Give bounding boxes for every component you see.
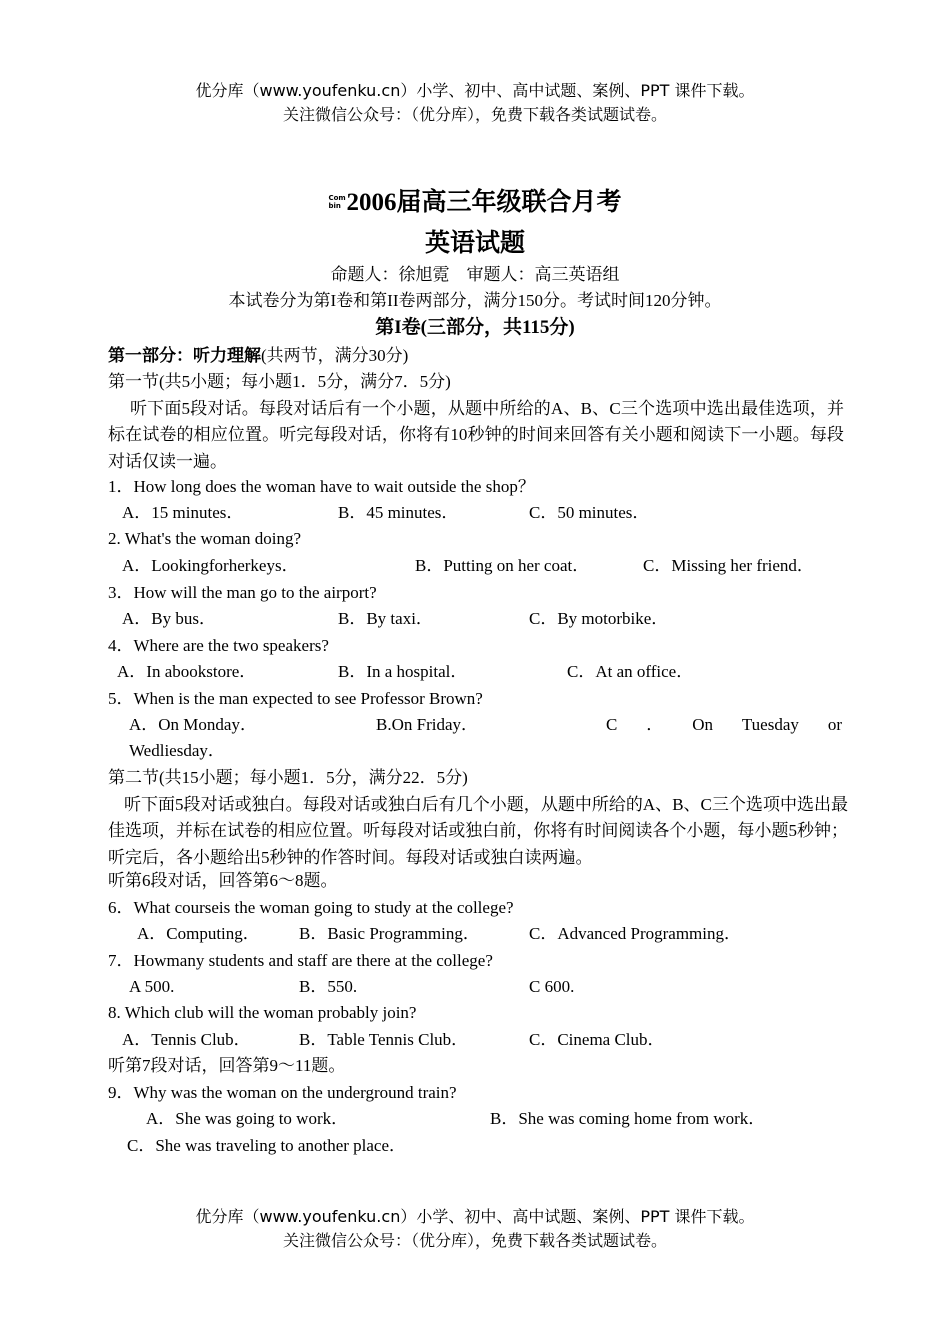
question-5-option-c-word: C xyxy=(606,715,618,734)
question-5-option-c-word: or xyxy=(827,715,842,734)
part1-heading-bold: 第一部分：听力理解 xyxy=(108,346,261,365)
question-5-option-c-word: On xyxy=(692,715,713,734)
question-5-option-c-word: ． xyxy=(646,715,664,734)
footer-banner-line2: 关注微信公众号：（优分库），免费下载各类试题试卷。 xyxy=(282,1231,667,1250)
question-6-option-b: B．Basic Programming． xyxy=(299,924,480,943)
question-7-option-b: B．550. xyxy=(299,977,358,996)
question-5-stem: 5．When is the man expected to see Professor Brown? xyxy=(108,689,483,708)
question-9-stem: 9．Why was the woman on the underground train? xyxy=(108,1083,457,1102)
question-9-option-a: A．She was going to work． xyxy=(146,1109,349,1128)
part1-heading-rest: (共两节，满分30分) xyxy=(261,346,409,365)
question-3-stem: 3．How will the man go to the airport? xyxy=(108,583,377,602)
question-7-stem: 7．Howmany students and staff are there at the college? xyxy=(108,951,493,970)
question-2-option-a: A．Lookingforherkeys． xyxy=(122,556,299,575)
question-7-option-c: C 600. xyxy=(529,977,575,996)
header-banner-line2: 关注微信公众号：（优分库），免费下载各类试题试卷。 xyxy=(282,105,667,124)
exam-subject: 英语试题 xyxy=(424,230,525,257)
question-5-option-b: B.On Friday． xyxy=(376,715,478,734)
question-1-option-c: C．50 minutes． xyxy=(529,503,650,522)
question-5-option-a: A．On Monday． xyxy=(129,715,257,734)
question-4-option-c: C．At an office． xyxy=(567,662,694,681)
question-9-option-b: B．She was coming home from work． xyxy=(490,1109,766,1128)
question-6-option-a: A．Computing． xyxy=(137,924,260,943)
part1-heading xyxy=(108,344,408,368)
section1-heading: 第一节(共5小题；每小题1．5分，满分7．5分) xyxy=(108,372,451,391)
question-7-option-a: A 500. xyxy=(129,977,175,996)
question-8-option-c: C．Cinema Club． xyxy=(529,1030,665,1049)
question-2-stem: 2. What's the woman doing? xyxy=(108,529,302,548)
footer-banner-line1: 优分库（www.youfenku.cn）小学、初中、高中试题、案例、PPT 课件下载。 xyxy=(195,1207,755,1226)
question-1-option-a: A．15 minutes． xyxy=(122,503,244,522)
question-4-option-a: A．In abookstore． xyxy=(117,662,257,681)
question-1-option-b: B．45 minutes． xyxy=(338,503,459,522)
title-main: 2006届高三年级联合月考 xyxy=(346,189,622,216)
question-6-stem: 6．What courseis the woman going to study at the college? xyxy=(108,898,514,917)
section2-heading: 第二节(共15小题；每小题1．5分，满分22．5分) xyxy=(108,768,468,787)
intro-line: 本试卷分为第I卷和第II卷两部分，满分150分。考试时间120分钟。 xyxy=(228,291,722,310)
authors-line: 命题人：徐旭霓 审题人：高三英语组 xyxy=(330,265,620,284)
question-4-option-b: B．In a hospital． xyxy=(338,662,468,681)
question-4-stem: 4．Where are the two speakers? xyxy=(108,636,329,655)
question-9-option-c: C．She was traveling to another place． xyxy=(127,1136,407,1155)
dialog7-intro: 听第7段对话，回答第9～11题。 xyxy=(108,1056,346,1075)
question-5-option-c-word: Tuesday xyxy=(741,715,799,734)
question-3-option-c: C．By motorbike． xyxy=(529,609,669,628)
question-3-option-a: A．By bus． xyxy=(122,609,216,628)
question-3-option-b: B．By taxi． xyxy=(338,609,433,628)
dialog6-intro: 听第6段对话，回答第6～8题。 xyxy=(108,871,338,890)
question-2-option-c: C．Missing her friend． xyxy=(643,556,814,575)
exam-title xyxy=(0,186,950,220)
question-8-option-a: A．Tennis Club． xyxy=(122,1030,251,1049)
title-small-mark: Combin xyxy=(328,194,346,210)
question-5-option-c xyxy=(606,713,842,737)
question-8-option-b: B．Table Tennis Club． xyxy=(299,1030,469,1049)
volume-heading: 第I卷(三部分，共115分) xyxy=(375,317,575,338)
section2-directions: 听下面5段对话或独白。每段对话或独白后有几个小题，从题中所给的A、B、C三个选项中选出最佳选项，并标在试卷的相应位置。听每段对话或独白前，你将有时间阅读各个小题，每小题5秒钟；听完后，各小题给出5秒钟的作答时间。每段对话或独白读两遍。 xyxy=(108,795,848,867)
section1-directions: 听下面5段对话。每段对话后有一个小题，从题中所给的A、B、C三个选项中选出最佳选项，并标在试卷的相应位置。听完每段对话，你将有10秒钟的时间来回答有关小题和阅读下一小题。每段对话仅读一遍。 xyxy=(108,399,844,471)
header-banner-line1: 优分库（www.youfenku.cn）小学、初中、高中试题、案例、PPT 课件下载。 xyxy=(195,81,755,100)
question-8-stem: 8. Which club will the woman probably join? xyxy=(108,1003,417,1022)
question-1-stem: 1．How long does the woman have to wait outside the shop？ xyxy=(108,477,535,496)
question-6-option-c: C．Advanced Programming． xyxy=(529,924,741,943)
question-2-option-b: B．Putting on her coat． xyxy=(415,556,590,575)
question-5-option-c-continued: Wedliesday． xyxy=(129,741,225,760)
